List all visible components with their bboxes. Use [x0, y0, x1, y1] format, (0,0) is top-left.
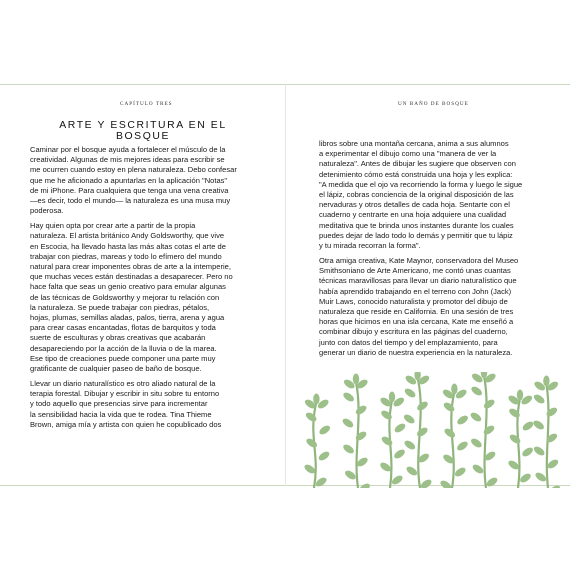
leaf: [342, 391, 356, 403]
leaf-tip: [353, 374, 359, 385]
text-line: naturaleza que reside en California. En una sesión de tres: [319, 307, 514, 317]
text-line: la sensibilidad hacia la vida que te rodea. Tina Thieme: [30, 409, 212, 419]
text-line: desapareciendo por la acción de la lluvia o de la marea.: [30, 343, 217, 353]
running-head-right: UN BAÑO DE BOSQUE: [398, 101, 469, 107]
text-line: la naturaleza. Se puede trabajar con piedras, pétalos,: [30, 302, 210, 312]
leaf: [470, 437, 484, 449]
leaf: [354, 430, 368, 442]
leaf: [318, 424, 332, 436]
leaf: [344, 469, 358, 481]
text-line: creatividad. Algunas de mis mejores ideas para escribir se: [30, 155, 225, 165]
leaf: [358, 482, 372, 488]
leaf: [305, 437, 319, 449]
leaf: [521, 420, 535, 432]
leaf: [519, 472, 533, 484]
left-paragraph: [30, 221, 275, 374]
leaf: [485, 476, 499, 488]
leaf: [456, 440, 470, 452]
chapter-title: ARTE Y ESCRITURA EN EL BOSQUE: [59, 120, 227, 142]
text-line: Caminar por el bosque ayuda a fortalecer el músculo de la: [30, 145, 226, 154]
text-line: y tu mirada recorran la forma".: [319, 241, 421, 251]
leaf: [415, 426, 429, 438]
text-line: técnicas maravillosas para llevar un diario naturalístico que: [319, 276, 517, 286]
leaf: [532, 393, 546, 405]
leaf: [393, 448, 407, 460]
left-page-body: [30, 145, 275, 435]
leaf: [521, 446, 535, 458]
vine-stem: [546, 384, 548, 488]
text-line: suerte de esculturas y obras creativas que acabarán: [30, 333, 206, 343]
leaf: [405, 465, 419, 477]
text-line: de mi iPhone. Para cualquiera que tenga una vena creativa: [30, 185, 229, 195]
leaf: [393, 422, 407, 434]
text-line: hojas, plumas, semillas aladas, palos, tierra, arena y agua: [30, 313, 225, 323]
leaf: [380, 435, 394, 447]
text-line: Llevar un diario naturalístico es otro aliado natural de la: [30, 379, 216, 389]
leaf: [469, 411, 483, 423]
leaf: [341, 417, 355, 429]
leaf: [314, 476, 328, 488]
text-line: y todo aquello que presencias sirve para incrementar: [30, 399, 208, 409]
running-head-left: CAPÍTULO TRES: [120, 101, 173, 107]
text-line: —es decir, todo el mundo— la naturaleza es una musa muy: [30, 196, 231, 206]
text-line: Otra amiga creativa, Kate Maynor, conservadora del Museo: [319, 256, 519, 266]
leaf: [482, 424, 496, 436]
leaf-tip: [313, 394, 319, 405]
left-paragraph: [30, 145, 275, 216]
leaf: [471, 463, 485, 475]
leaf-tip: [517, 390, 523, 401]
leaf: [390, 474, 404, 486]
text-line: que muchas veces están destinadas a desaparecer. Pero no: [30, 272, 233, 282]
text-line: "A medida que el ojo va recorriendo la forma y luego le sigue: [319, 179, 523, 189]
text-line: hace falta que seas un genio creativo para emular algunas: [30, 282, 226, 292]
text-line: Muir Laws, conocido naturalista y promotor del dibujo de: [319, 296, 508, 306]
text-line: libros sobre una montaña cercana, anima a sus alumnos: [319, 139, 509, 148]
text-line: combinar dibujo y escritura en las páginas del cuaderno,: [319, 327, 508, 337]
leaf: [534, 471, 548, 483]
text-line: puedes dejar de lado todo lo demás y permitir que tu lápiz: [319, 230, 513, 240]
right-paragraph: [319, 256, 551, 358]
leafy-vine-illustration: [300, 372, 570, 488]
leaf: [354, 404, 368, 416]
leaf: [317, 450, 331, 462]
text-line: naturaleza". Antes de dibujar les sugiere que observen con: [319, 159, 516, 169]
text-line: me ocurren cuando estoy en plena naturaleza. Debo confesar: [30, 165, 237, 175]
right-paragraph: [319, 139, 551, 251]
text-line: Smithsoniano de Arte Americano, me contó unas cuantas: [319, 266, 511, 276]
text-line: cuaderno y centrarte en una hoja adquiere una cualidad: [319, 210, 507, 220]
text-line: para crear casas encantadas, flotas de barquitos y toda: [30, 323, 216, 333]
text-line: naturaleza. El artista británico Andy Goldsworthy, que vive: [30, 231, 225, 241]
text-line: horas que hicimos en una isla cercana, Kate me enseñó a: [319, 317, 514, 327]
right-page-body: [319, 139, 551, 363]
leaf: [304, 411, 318, 423]
leaf: [548, 484, 562, 488]
text-line: había aprendido trabajando en el terreno con John (Jack): [319, 286, 512, 296]
leaf: [403, 387, 417, 399]
text-line: gratificante de cualquier paseo de baño de bosque.: [30, 364, 202, 374]
leaf: [342, 443, 356, 455]
text-line: Brown, amiga mía y artista con quien he copublicado dos: [30, 419, 222, 429]
text-line: natural para crear imponentes obras de arte a la intemperie,: [30, 262, 231, 272]
leaf: [456, 414, 470, 426]
text-line: Hay quien opta por crear arte a partir de la propia: [30, 221, 196, 231]
leaf-tip: [389, 392, 395, 403]
leaf: [416, 400, 430, 412]
leaf: [545, 406, 559, 418]
leaf: [443, 427, 457, 439]
text-line: nervaduras y otros detalles de cada hoja. Sentarte con el: [319, 200, 510, 210]
leaf-tip: [451, 384, 457, 395]
text-line: generar un diario de nuestra experiencia en la naturaleza.: [319, 347, 513, 357]
leaf: [403, 439, 417, 451]
leaf: [442, 401, 456, 413]
text-line: Ese tipo de creaciones puede componer una parte muy: [30, 353, 216, 363]
leaf: [508, 433, 522, 445]
leaf: [439, 479, 453, 488]
text-line: a experimentar el dibujo como una "manera de ver la: [319, 149, 497, 159]
leaf: [470, 385, 484, 397]
text-line: meditativa que te brinda unos instantes durante los cuales: [319, 220, 514, 230]
text-line: trabajar con piedras, mareas y todo lo efímero del mundo: [30, 251, 222, 261]
left-paragraph: [30, 379, 275, 430]
leaf: [532, 445, 546, 457]
text-line: en Escocia, ha llevado hasta las más altas cotas el arte de: [30, 241, 226, 251]
text-line: terapia forestal. Dibujar y escribir in situ sobre tu entorno: [30, 389, 220, 399]
text-line: detenimiento cómo está construida una hoja y les explica:: [319, 169, 513, 179]
leaf-tip: [543, 376, 549, 387]
page-gutter: [285, 84, 286, 486]
leaf: [482, 398, 496, 410]
text-line: de las técnicas de Goldsworthy y mejorar tu relación con: [30, 292, 220, 302]
leaf: [419, 478, 433, 488]
leaf: [453, 466, 467, 478]
text-line: junto con datos del tiempo y del emplazamiento, para: [319, 337, 498, 347]
leaf: [402, 413, 416, 425]
text-line: que me he aficionado a apuntarlas en la aplicación "Notas": [30, 175, 228, 185]
text-line: poderosa.: [30, 206, 64, 216]
text-line: el lápiz, cobras conciencia de la original disposición de las: [319, 190, 514, 200]
leaf: [532, 419, 546, 431]
